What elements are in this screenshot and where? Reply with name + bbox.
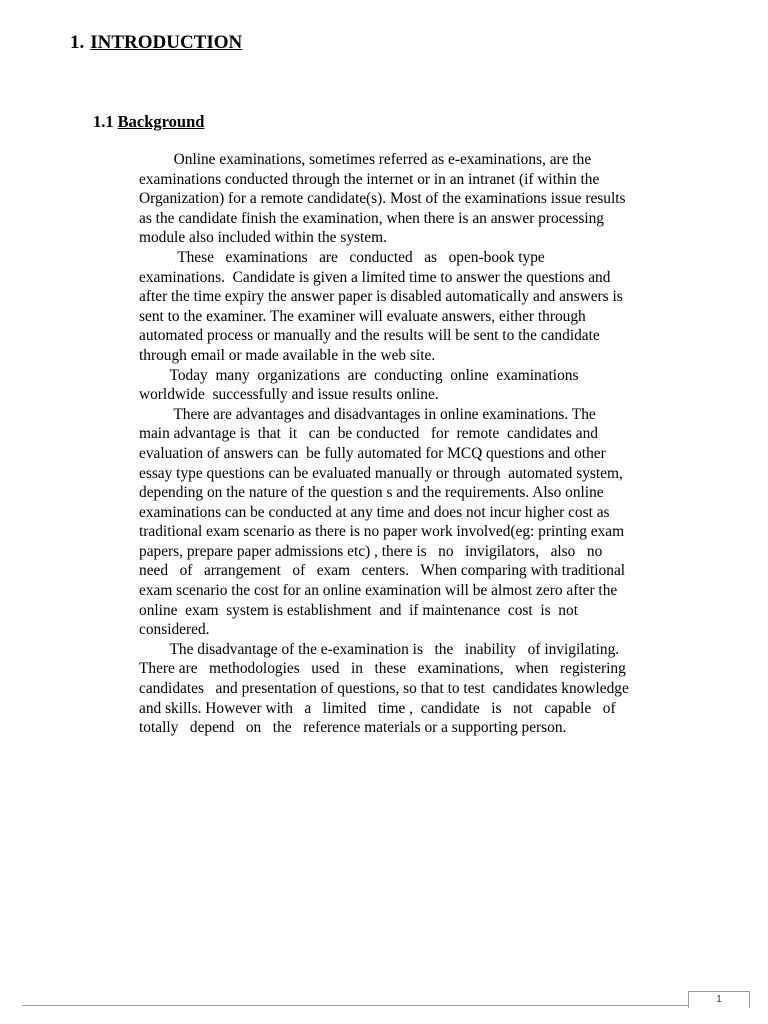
- text-line: totally depend on the reference materials or a supporting person.: [139, 719, 567, 737]
- text-line: through email or made available in the web site.: [139, 346, 436, 364]
- text-line: examinations conducted through the internet or in an intranet (if within the: [139, 170, 600, 188]
- text-line: examinations can be conducted at any time and does not incur higher cost as: [139, 503, 610, 521]
- text-line: considered.: [139, 621, 210, 639]
- section-number: 1.: [70, 32, 85, 53]
- text-line: as the candidate finish the examination, when there is an answer processing: [139, 209, 604, 227]
- text-line: There are advantages and disadvantages in online examinations. The: [139, 405, 596, 423]
- section-title: INTRODUCTION: [90, 32, 243, 53]
- text-line: examinations. Candidate is given a limited time to answer the questions and: [139, 268, 611, 286]
- footer-rule: [22, 1005, 688, 1006]
- text-line: depending on the nature of the question s and the requirements. Also online: [139, 484, 604, 502]
- text-line: Online examinations, sometimes referred as e-examinations, are the: [139, 151, 592, 168]
- text-line: These examinations are conducted as open-book type: [139, 248, 545, 266]
- text-line: There are methodologies used in these examinations, when registering: [139, 660, 626, 678]
- text-line: module also included within the system.: [139, 229, 387, 247]
- text-line: evaluation of answers can be fully automated for MCQ questions and other: [139, 444, 606, 462]
- text-line: traditional exam scenario as there is no paper work involved(eg: printing exam: [139, 523, 625, 541]
- body-text: [139, 150, 719, 738]
- text-line: Today many organizations are conducting online examinations: [139, 366, 579, 384]
- text-line: need of arrangement of exam centers. When comparing with traditional: [139, 562, 626, 580]
- text-line: online exam system is establishment and if maintenance cost is not: [139, 601, 578, 619]
- text-line: candidates and presentation of questions, so that to test candidates knowledge: [139, 680, 629, 698]
- text-line: Organization) for a remote candidate(s). Most of the examinations issue results: [139, 190, 626, 208]
- text-line: essay type questions can be evaluated manually or through automated system,: [139, 464, 623, 482]
- text-line: main advantage is that it can be conducted for remote candidates and: [139, 425, 598, 443]
- text-line: exam scenario the cost for an online examination will be almost zero after the: [139, 582, 618, 600]
- text-line: sent to the examiner. The examiner will evaluate answers, either through: [139, 307, 586, 325]
- text-line: and skills. However with a limited time , candidate is not capable of: [139, 699, 616, 717]
- subsection-number: 1.1: [93, 112, 114, 131]
- text-line: worldwide successfully and issue results online.: [139, 386, 439, 404]
- text-line: automated process or manually and the results will be sent to the candidate: [139, 327, 600, 345]
- page-number: 1: [688, 991, 750, 1008]
- subsection-heading: [93, 112, 204, 132]
- text-line: The disadvantage of the e-examination is the inability of invigilating.: [139, 640, 620, 658]
- text-line: papers, prepare paper admissions etc) , there is no invigilators, also no: [139, 542, 603, 560]
- subsection-title: Background: [117, 112, 205, 131]
- text-line: after the time expiry the answer paper is disabled automatically and answers is: [139, 288, 623, 306]
- section-heading: [70, 32, 242, 54]
